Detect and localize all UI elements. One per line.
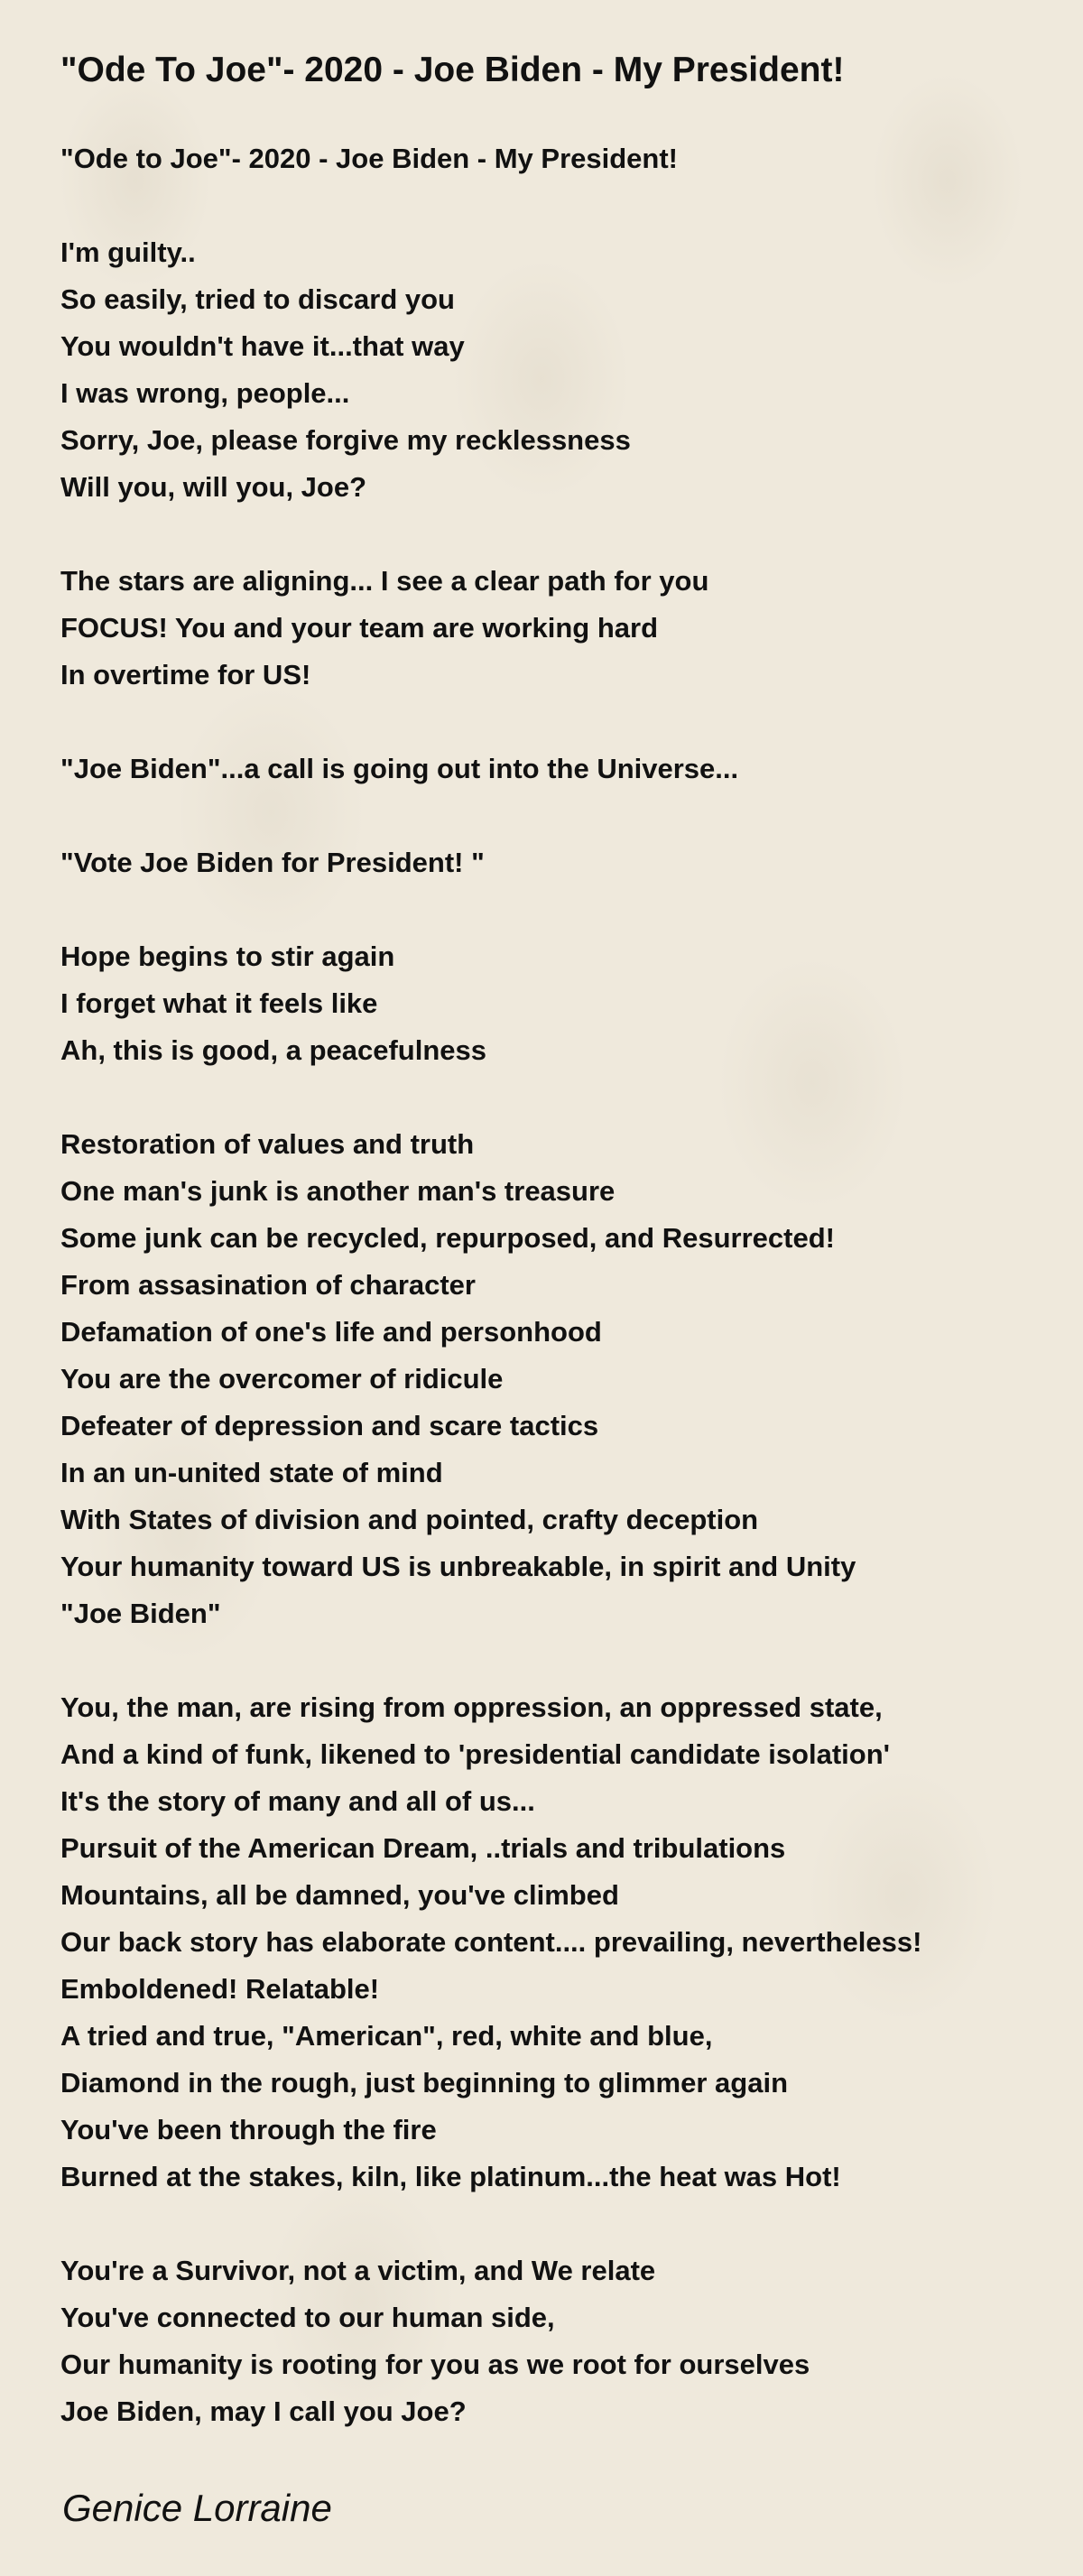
poem-line: A tried and true, "American", red, white and blue, xyxy=(60,2020,713,2052)
poem-line: In an un-united state of mind xyxy=(60,1457,443,1488)
poem-line: And a kind of funk, likened to 'presidential candidate isolation' xyxy=(60,1738,891,1770)
poem-line: "Joe Biden" xyxy=(60,1598,221,1629)
poem-line: I'm guilty.. xyxy=(60,236,196,268)
poem-line: You, the man, are rising from oppression, an oppressed state, xyxy=(60,1691,883,1723)
poem-line: "Joe Biden"...a call is going out into the Universe... xyxy=(60,753,739,784)
poem-line: So easily, tried to discard you xyxy=(60,283,455,315)
poem-line: Defeater of depression and scare tactics xyxy=(60,1410,599,1441)
poem-line: FOCUS! You and your team are working hard xyxy=(60,612,659,644)
poem-line: Will you, will you, Joe? xyxy=(60,471,367,503)
poem-line: Burned at the stakes, kiln, like platinum...the heat was Hot! xyxy=(60,2161,841,2192)
poem-line: Ah, this is good, a peacefulness xyxy=(60,1034,486,1066)
poem-line: I was wrong, people... xyxy=(60,377,350,409)
stanza-break xyxy=(60,1637,1053,1684)
poem-line: Emboldened! Relatable! xyxy=(60,1973,380,2005)
poem-line: Sorry, Joe, please forgive my recklessness xyxy=(60,424,631,456)
stanza-break xyxy=(60,511,1053,558)
poem-line: You've been through the fire xyxy=(60,2114,437,2145)
poem-line: Hope begins to stir again xyxy=(60,941,395,972)
poem-line: You've connected to our human side, xyxy=(60,2302,555,2333)
stanza-break xyxy=(60,886,1053,933)
poem-line: You wouldn't have it...that way xyxy=(60,330,465,362)
poem-line: Our humanity is rooting for you as we root for ourselves xyxy=(60,2349,810,2380)
poem-line: "Vote Joe Biden for President! " xyxy=(60,847,485,878)
poem-line: It's the story of many and all of us... xyxy=(60,1785,535,1817)
poem-line: Pursuit of the American Dream, ..trials and tribulations xyxy=(60,1832,786,1864)
poem-line: Our back story has elaborate content.... prevailing, nevertheless! xyxy=(60,1926,922,1958)
poem-line: Defamation of one's life and personhood xyxy=(60,1316,602,1348)
poem-line: I forget what it feels like xyxy=(60,987,378,1019)
stanza-break xyxy=(60,182,1053,229)
stanza-break xyxy=(60,792,1053,839)
poem-line: With States of division and pointed, crafty deception xyxy=(60,1504,759,1535)
poem-line: "Ode to Joe"- 2020 - Joe Biden - My President! xyxy=(60,143,678,174)
poem-author: Genice Lorraine xyxy=(62,2487,332,2529)
poem-line: You're a Survivor, not a victim, and We relate xyxy=(60,2255,656,2286)
poem-line: From assasination of character xyxy=(60,1269,476,1301)
poem-body xyxy=(60,135,1053,2435)
poem-line: Mountains, all be damned, you've climbed xyxy=(60,1879,619,1911)
stanza-break xyxy=(60,2201,1053,2247)
stanza-break xyxy=(60,699,1053,746)
poem-line: Diamond in the rough, just beginning to glimmer again xyxy=(60,2067,788,2099)
poem-line: One man's junk is another man's treasure xyxy=(60,1175,616,1207)
poem-line: In overtime for US! xyxy=(60,659,311,690)
poem-line: Joe Biden, may I call you Joe? xyxy=(60,2395,467,2427)
stanza-break xyxy=(60,1074,1053,1121)
poem-line: You are the overcomer of ridicule xyxy=(60,1363,504,1395)
poem-line: Some junk can be recycled, repurposed, and Resurrected! xyxy=(60,1222,835,1254)
poem-title: "Ode To Joe"- 2020 - Joe Biden - My President! xyxy=(60,51,845,89)
poem-line: The stars are aligning... I see a clear path for you xyxy=(60,565,709,597)
poem-line: Restoration of values and truth xyxy=(60,1128,475,1160)
poem-line: Your humanity toward US is unbreakable, in spirit and Unity xyxy=(60,1551,856,1582)
